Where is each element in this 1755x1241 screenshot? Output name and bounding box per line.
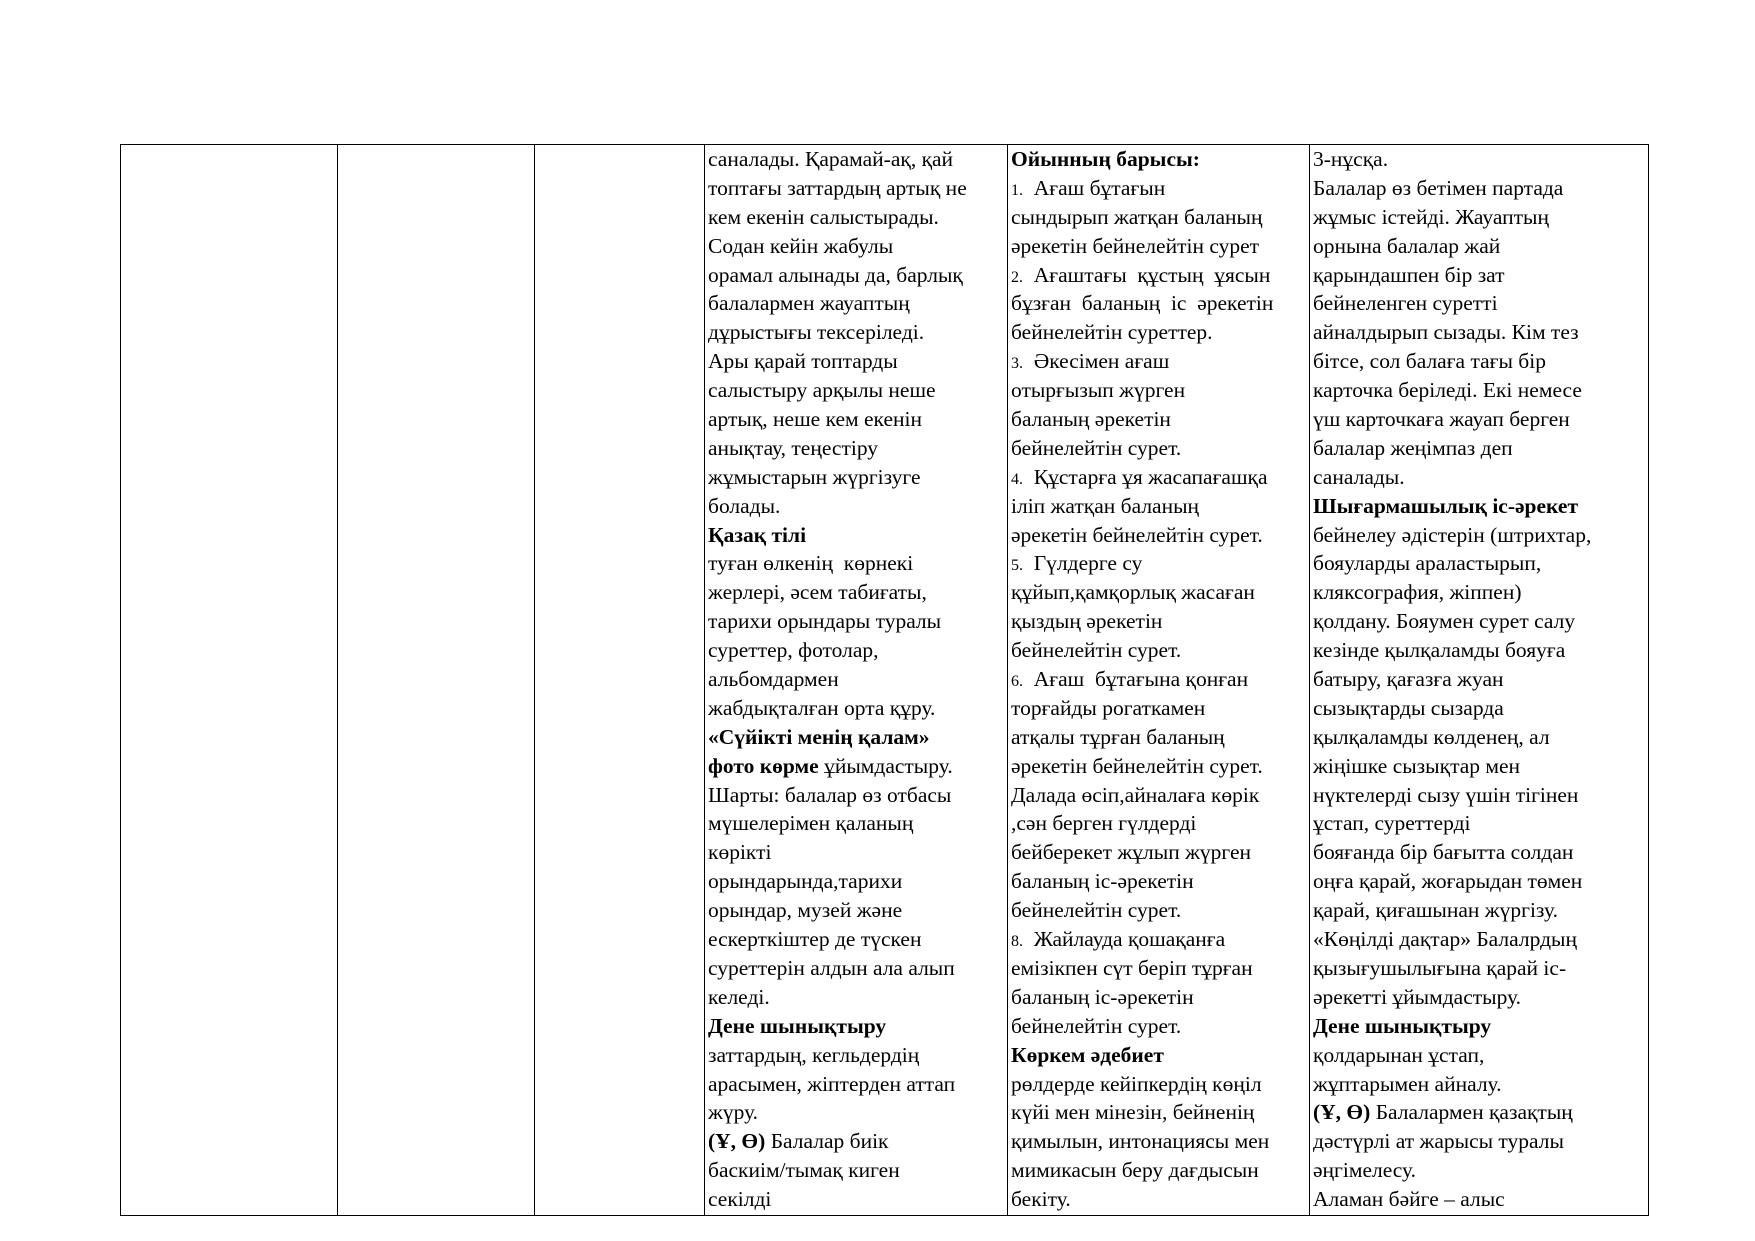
line-text: баланың іс-әрекетін — [1011, 984, 1194, 1009]
line-text: кляксография, жіппен) — [1313, 580, 1522, 605]
bold-text: Дене шынықтыру — [708, 1013, 887, 1038]
line-text: батыру, қағазға жуан — [1313, 667, 1504, 692]
text-line — [1313, 232, 1648, 261]
line-text: көрікті — [708, 840, 772, 865]
line-text: бейберекет жұлып жүрген — [1011, 840, 1252, 865]
line-text: рөлдерде кейіпкердің көңіл — [1011, 1071, 1262, 1096]
line-text: баланың іс-әрекетін — [1011, 869, 1194, 894]
line-text: артық, неше кем екенін — [708, 407, 922, 432]
line-text: отырғызып жүрген — [1011, 378, 1186, 403]
line-text: Жайлауда қошақанға — [1023, 927, 1226, 952]
text-line — [1313, 289, 1648, 318]
text-line — [1313, 954, 1648, 983]
list-number: 1. — [1011, 181, 1023, 199]
text-line — [708, 1185, 1007, 1214]
text-line — [708, 145, 1007, 174]
line-text: нүктелерді сызу үшін тігінен — [1313, 782, 1579, 807]
bold-text: (Ұ, Ө) — [708, 1129, 771, 1154]
text-line — [1011, 174, 1309, 203]
list-number: 5. — [1011, 557, 1023, 575]
line-text: саналады. — [1313, 464, 1405, 489]
line-text: жұмыстарын жүргізуге — [708, 464, 921, 489]
text-line — [708, 809, 1007, 838]
list-number: 3. — [1011, 355, 1023, 373]
text-line — [1011, 1127, 1309, 1156]
line-text: бейнелейтін суреттер. — [1011, 320, 1213, 345]
text-line — [708, 289, 1007, 318]
text-line — [1313, 607, 1648, 636]
table-cell-col3 — [535, 145, 705, 1216]
line-text: орамал алынады да, барлық — [708, 262, 963, 287]
line-text: жабдықталған орта құру. — [708, 695, 936, 720]
table-cell-col4 — [705, 145, 1008, 1216]
text-line — [1313, 1156, 1648, 1185]
line-text: орнына балалар жай — [1313, 233, 1501, 258]
text-line — [708, 752, 1007, 781]
line-text: Аламан бәйге – алыс — [1313, 1187, 1505, 1212]
bold-text: Қазақ тілі — [708, 522, 807, 547]
line-text: жұптарымен айналу. — [1313, 1071, 1502, 1096]
line-text: Далада өсіп,айналаға көрік — [1011, 782, 1260, 807]
text-line — [708, 1127, 1007, 1156]
text-line — [1011, 549, 1309, 578]
lesson-plan-table — [120, 144, 1649, 1216]
text-line — [1011, 607, 1309, 636]
line-text: болады. — [708, 493, 781, 518]
text-line — [708, 492, 1007, 521]
line-text: заттардың, кегльдердің — [708, 1042, 920, 1067]
text-line — [1011, 1070, 1309, 1099]
text-line — [1011, 896, 1309, 925]
line-text: кем екенін салыстырады. — [708, 204, 939, 229]
table-cell-col2 — [338, 145, 535, 1216]
line-text: жіңішке сызықтар мен — [1313, 753, 1521, 778]
table-cell-col6 — [1310, 145, 1649, 1216]
cell-text-col6 — [1310, 145, 1648, 1214]
text-line — [1313, 723, 1648, 752]
text-line — [1313, 1127, 1648, 1156]
text-line — [1313, 1185, 1648, 1214]
text-line — [1313, 261, 1648, 290]
line-text: келеді. — [708, 984, 770, 1009]
line-text: ,сән берген гүлдерді — [1011, 811, 1197, 836]
text-line — [708, 781, 1007, 810]
text-line — [1313, 578, 1648, 607]
line-text: арасымен, жіптерден аттап — [708, 1071, 956, 1096]
line-text: құйып,қамқорлық жасаған — [1011, 580, 1255, 605]
bold-text: «Сүйікті менің қалам» — [708, 724, 930, 749]
line-text: әрекетті ұйымдастыру. — [1313, 984, 1522, 1009]
text-line — [1011, 578, 1309, 607]
line-text: суреттер, фотолар, — [708, 638, 879, 663]
text-line — [708, 838, 1007, 867]
line-text: әрекетін бейнелейтін сурет. — [1011, 753, 1263, 778]
line-text: Содан кейін жабулы — [708, 233, 894, 258]
text-line — [708, 1041, 1007, 1070]
text-line — [1313, 318, 1648, 347]
text-line — [1313, 925, 1648, 954]
text-line — [708, 636, 1007, 665]
text-line — [708, 1012, 1007, 1041]
text-line — [1313, 694, 1648, 723]
bold-text: Көркем әдебиет — [1011, 1042, 1164, 1067]
line-text: қарындашпен бір зат — [1313, 262, 1505, 287]
text-line — [1011, 867, 1309, 896]
text-line — [708, 665, 1007, 694]
line-text: баланың әрекетін — [1011, 407, 1171, 432]
text-line — [1011, 781, 1309, 810]
table-cell-col1 — [121, 145, 338, 1216]
line-text: мимикасын беру дағдысын — [1011, 1158, 1259, 1183]
text-line — [708, 174, 1007, 203]
text-line — [1313, 781, 1648, 810]
text-line — [1313, 636, 1648, 665]
line-text: саналады. Қарамай-ақ, қай — [708, 147, 954, 171]
text-line — [1313, 752, 1648, 781]
line-text: бейнелейтін сурет. — [1011, 1013, 1182, 1038]
text-line — [1011, 376, 1309, 405]
line-text: бітсе, сол балаға тағы бір — [1313, 349, 1546, 374]
text-line — [708, 1156, 1007, 1185]
line-text: орындарында,тарихи — [708, 869, 903, 894]
text-line — [1011, 1098, 1309, 1127]
text-line — [708, 867, 1007, 896]
text-line — [708, 954, 1007, 983]
text-line — [708, 203, 1007, 232]
text-line — [708, 607, 1007, 636]
text-line — [1313, 434, 1648, 463]
list-number: 8. — [1011, 933, 1023, 951]
text-line — [1313, 983, 1648, 1012]
line-text: Әкесімен ағаш — [1023, 349, 1170, 374]
line-text: ұйымдастыру. — [824, 753, 953, 778]
line-text: 3-нұсқа. — [1313, 147, 1389, 171]
text-line — [708, 463, 1007, 492]
text-line — [708, 376, 1007, 405]
text-line — [1313, 838, 1648, 867]
line-text: Гүлдерге су — [1023, 551, 1143, 576]
line-text: іліп жатқан баланың — [1011, 493, 1200, 518]
line-text: атқалы тұрған баланың — [1011, 724, 1225, 749]
line-text: сызықтарды сызарда — [1313, 695, 1504, 720]
line-text: анықтау, теңестіру — [708, 435, 879, 460]
table-cell-col5 — [1008, 145, 1310, 1216]
bold-text: Ойынның барысы: — [1011, 147, 1200, 171]
text-line — [708, 261, 1007, 290]
text-line — [1011, 434, 1309, 463]
text-line — [708, 983, 1007, 1012]
line-text: жерлері, әсем табиғаты, — [708, 580, 927, 605]
line-text: Балалармен қазақтың — [1375, 1100, 1573, 1125]
text-line — [708, 578, 1007, 607]
line-text: тарихи орындары туралы — [708, 609, 942, 634]
bold-text: Шығармашылық іс-әрекет — [1313, 493, 1579, 518]
table-row — [121, 145, 1649, 1216]
text-line — [1011, 203, 1309, 232]
text-line — [1011, 463, 1309, 492]
text-line — [1313, 1012, 1648, 1041]
line-text: Ағаш бұтағына қонған — [1023, 667, 1249, 692]
line-text: торғайды рогаткамен — [1011, 695, 1206, 720]
line-text: салыстыру арқылы неше — [708, 378, 936, 403]
line-text: мүшелерімен қаланың — [708, 811, 914, 836]
line-text: бояғанда бір бағытта солдан — [1313, 840, 1574, 865]
text-line — [1011, 723, 1309, 752]
line-text: қолдарынан ұстап, — [1313, 1042, 1485, 1067]
text-line — [1011, 289, 1309, 318]
list-number: 4. — [1011, 470, 1023, 488]
line-text: баскиім/тымақ киген — [708, 1158, 900, 1183]
text-line — [1011, 752, 1309, 781]
line-text: карточка беріледі. Екі немесе — [1313, 378, 1582, 403]
line-text: Ағаштағы құстың ұясын — [1023, 262, 1271, 287]
text-line — [1011, 232, 1309, 261]
line-text: үш карточкаға жауап берген — [1313, 407, 1570, 432]
text-line — [708, 405, 1007, 434]
line-text: күйі мен мінезін, бейненің — [1011, 1100, 1255, 1125]
text-line — [1313, 665, 1648, 694]
text-line — [1313, 376, 1648, 405]
text-line — [1011, 1012, 1309, 1041]
line-text: бояуларды араластырып, — [1313, 551, 1542, 576]
text-line — [1313, 896, 1648, 925]
text-line — [708, 232, 1007, 261]
text-line — [1011, 925, 1309, 954]
text-line — [1011, 838, 1309, 867]
line-text: жұмыс істейді. Жауаптың — [1313, 204, 1549, 229]
line-text: айналдырып сызады. Кім тез — [1313, 320, 1579, 345]
line-text: альбомдармен — [708, 667, 839, 692]
text-line — [708, 521, 1007, 550]
line-text: бейнелейтін сурет. — [1011, 638, 1182, 663]
line-text: қарай, қиғашынан жүргізу. — [1313, 898, 1558, 923]
text-line — [708, 318, 1007, 347]
line-text: қызығушылығына қарай іс- — [1313, 955, 1567, 980]
line-text: оңға қарай, жоғарыдан төмен — [1313, 869, 1583, 894]
text-line — [1313, 347, 1648, 376]
text-line — [1313, 1098, 1648, 1127]
line-text: «Көңілді дақтар» Балалрдың — [1313, 927, 1577, 952]
bold-text: фото көрме — [708, 753, 825, 778]
line-text: әңгімелесу. — [1313, 1158, 1417, 1183]
text-line — [1011, 694, 1309, 723]
text-line — [708, 549, 1007, 578]
text-line — [1011, 347, 1309, 376]
text-line — [708, 896, 1007, 925]
line-text: балалармен жауаптың — [708, 291, 910, 316]
line-text: Құстарға ұя жасапағашқа — [1023, 464, 1268, 489]
line-text: туған өлкенің көрнекі — [708, 551, 914, 576]
line-text: суреттерін алдын ала алып — [708, 955, 955, 980]
text-line — [1313, 867, 1648, 896]
text-line — [708, 925, 1007, 954]
text-line — [1011, 954, 1309, 983]
line-text: Шарты: балалар өз отбасы — [708, 782, 952, 807]
line-text: қыздың әрекетін — [1011, 609, 1163, 634]
line-text: Ары қарай топтарды — [708, 349, 898, 374]
text-line — [1313, 492, 1648, 521]
text-line — [1313, 549, 1648, 578]
text-line — [708, 1070, 1007, 1099]
line-text: дәстүрлі ат жарысы туралы — [1313, 1129, 1564, 1154]
line-text: Балалар биік — [770, 1129, 889, 1154]
list-number: 6. — [1011, 673, 1023, 691]
list-number: 2. — [1011, 268, 1023, 286]
line-text: қолдану. Бояумен сурет салу — [1313, 609, 1576, 634]
text-line — [1011, 983, 1309, 1012]
line-text: бейнелейтін сурет. — [1011, 898, 1182, 923]
text-line — [708, 1098, 1007, 1127]
line-text: әрекетін бейнелейтін сурет — [1011, 233, 1260, 258]
text-line — [1011, 1156, 1309, 1185]
text-line — [1313, 203, 1648, 232]
line-text: ескерткіштер де түскен — [708, 927, 922, 952]
bold-text: (Ұ, Ө) — [1313, 1100, 1376, 1125]
line-text: қимылын, интонациясы мен — [1011, 1129, 1270, 1154]
text-line — [1011, 145, 1309, 174]
line-text: сындырып жатқан баланың — [1011, 204, 1263, 229]
line-text: дұрыстығы тексеріледі. — [708, 320, 925, 345]
text-line — [1313, 174, 1648, 203]
text-line — [1011, 1185, 1309, 1214]
line-text: бекіту. — [1011, 1187, 1071, 1212]
line-text: топтағы заттардың артық не — [708, 175, 967, 200]
text-line — [1313, 405, 1648, 434]
line-text: әрекетін бейнелейтін сурет. — [1011, 522, 1263, 547]
text-line — [1313, 463, 1648, 492]
text-line — [1313, 521, 1648, 550]
line-text: секілді — [708, 1187, 772, 1212]
text-line — [708, 723, 1007, 752]
line-text: емізікпен сүт беріп тұрған — [1011, 955, 1253, 980]
text-line — [1011, 636, 1309, 665]
text-line — [1011, 665, 1309, 694]
text-line — [1011, 492, 1309, 521]
line-text: қылқаламды көлденең, ал — [1313, 724, 1550, 749]
text-line — [1011, 521, 1309, 550]
text-line — [1011, 318, 1309, 347]
text-line — [708, 694, 1007, 723]
line-text: жүру. — [708, 1100, 759, 1125]
line-text: Ағаш бұтағын — [1023, 175, 1166, 200]
text-line — [708, 434, 1007, 463]
text-line — [1313, 1041, 1648, 1070]
line-text: бейнелеу әдістерін (штрихтар, — [1313, 522, 1592, 547]
line-text: кезінде қылқаламды бояуға — [1313, 638, 1566, 663]
bold-text: Дене шынықтыру — [1313, 1013, 1492, 1038]
cell-text-col5 — [1008, 145, 1309, 1214]
text-line — [708, 347, 1007, 376]
cell-text-col4 — [705, 145, 1007, 1214]
line-text: ұстап, суреттерді — [1313, 811, 1471, 836]
text-line — [1011, 1041, 1309, 1070]
line-text: бейнеленген суретті — [1313, 291, 1498, 316]
text-line — [1313, 809, 1648, 838]
text-line — [1011, 809, 1309, 838]
text-line — [1313, 145, 1648, 174]
line-text: бұзған баланың іс әрекетін — [1011, 291, 1274, 316]
line-text: Балалар өз бетімен партада — [1313, 175, 1564, 200]
text-line — [1011, 405, 1309, 434]
line-text: балалар жеңімпаз деп — [1313, 435, 1513, 460]
text-line — [1313, 1070, 1648, 1099]
text-line — [1011, 261, 1309, 290]
line-text: орындар, музей және — [708, 898, 903, 923]
line-text: бейнелейтін сурет. — [1011, 435, 1182, 460]
